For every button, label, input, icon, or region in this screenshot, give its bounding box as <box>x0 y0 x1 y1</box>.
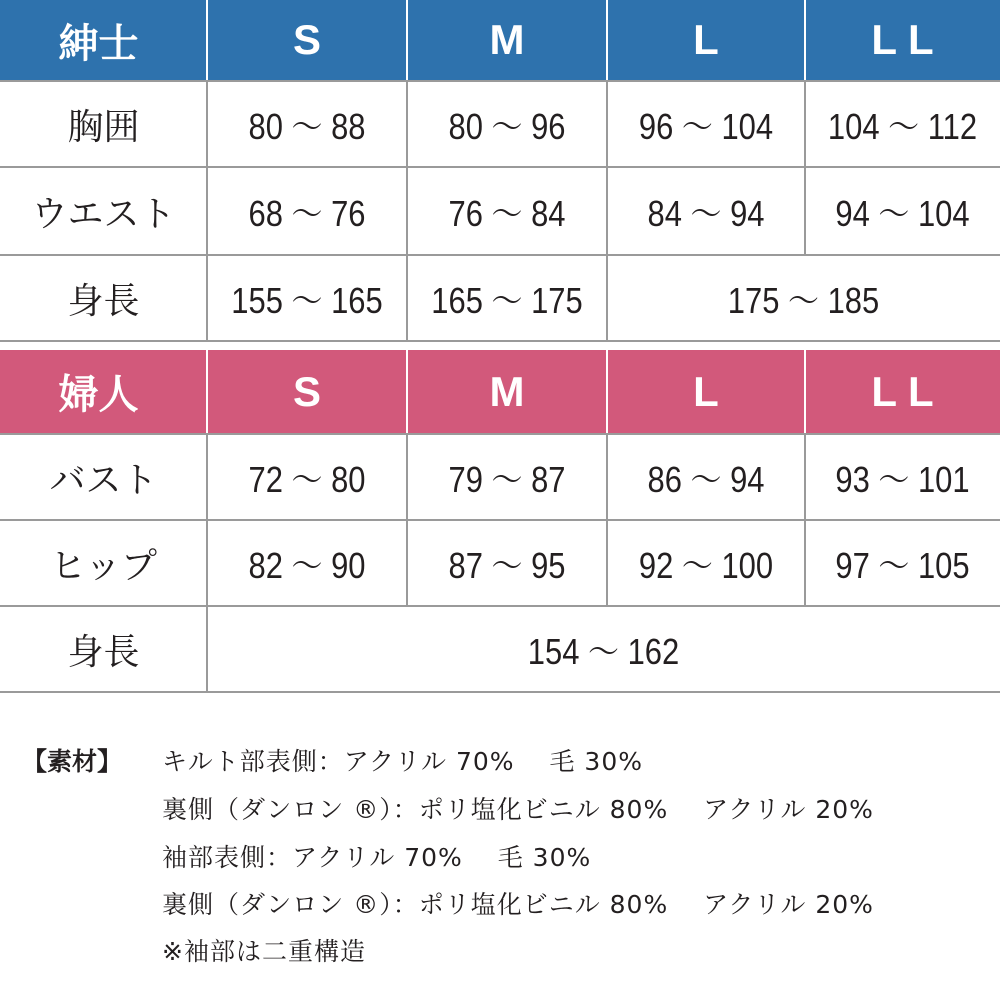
grid-line <box>406 80 408 342</box>
men-row-label: 胸囲 <box>67 106 140 148</box>
men-header-size-m: M <box>489 16 525 63</box>
women-cell-value: 72 ～ 80 <box>248 458 366 500</box>
grid-line <box>0 80 1000 82</box>
men-cell-value: 94 ～ 104 <box>835 192 970 234</box>
women-cell-merged-value: 154 ～ 162 <box>527 630 680 672</box>
men-cell-value: 96 ～ 104 <box>638 105 774 147</box>
women-row-label: バスト <box>49 459 158 501</box>
grid-line <box>406 433 408 607</box>
men-cell-value: 80 ～ 96 <box>448 105 566 147</box>
men-cell-value: 80 ～ 88 <box>248 105 366 147</box>
men-header-size-ll: L L <box>871 16 934 63</box>
men-header-size-s: S <box>292 16 321 63</box>
women-row-hip <box>0 521 1000 605</box>
women-header-separator <box>804 350 806 433</box>
men-cell-value: 155 ～ 165 <box>231 279 383 321</box>
material-line: 裏側（ダンロン ®）：ポリ塩化ビニル 80% アクリル 20% <box>162 795 874 824</box>
men-header-separator <box>406 0 408 80</box>
women-header-title: 婦人 <box>58 372 139 418</box>
grid-line <box>0 166 1000 168</box>
women-header-separator <box>606 350 608 433</box>
women-cell-value: 97 ～ 105 <box>835 544 970 586</box>
men-header-row <box>0 0 1000 80</box>
women-size-table <box>0 350 1000 692</box>
grid-line <box>804 433 806 607</box>
grid-line <box>206 80 208 342</box>
women-header-size-ll: L L <box>871 367 934 415</box>
women-cell-value: 93 ～ 101 <box>835 458 970 500</box>
women-cell-value: 92 ～ 100 <box>638 544 774 586</box>
men-header-separator <box>206 0 208 80</box>
grid-line <box>0 433 1000 435</box>
women-header-separator <box>406 350 408 433</box>
material-label: 【素材】 <box>22 747 123 776</box>
women-row-label: ヒップ <box>50 545 157 587</box>
men-size-table <box>0 0 1000 342</box>
grid-line <box>0 691 1000 693</box>
men-row-height <box>0 256 1000 340</box>
women-cell-value: 86 ～ 94 <box>647 458 765 500</box>
material-line: ※袖部は二重構造 <box>162 937 366 966</box>
women-cell-value: 82 ～ 90 <box>248 544 366 586</box>
men-row-label: ウエスト <box>31 193 176 235</box>
men-cell-value: 165 ～ 175 <box>431 279 583 321</box>
women-row-label: 身長 <box>67 631 140 673</box>
men-header-title: 紳士 <box>58 20 139 67</box>
grid-line <box>206 433 208 693</box>
grid-line <box>606 80 608 342</box>
women-row-bust <box>0 435 1000 519</box>
grid-line <box>0 519 1000 521</box>
grid-line <box>0 340 1000 342</box>
material-line: キルト部表側：アクリル 70% 毛 30% <box>162 747 643 776</box>
men-header-size-l: L <box>693 16 719 63</box>
women-header-size-m: M <box>489 367 525 415</box>
women-cell-value: 79 ～ 87 <box>448 458 566 500</box>
women-cell-value: 87 ～ 95 <box>448 544 566 586</box>
men-cell-value: 104 ～ 112 <box>827 105 978 147</box>
grid-line <box>0 605 1000 607</box>
grid-line <box>606 433 608 607</box>
men-cell-value: 76 ～ 84 <box>448 192 566 234</box>
men-cell-merged-value: 175 ～ 185 <box>727 279 880 321</box>
grid-line <box>804 80 806 256</box>
men-cell-value: 68 ～ 76 <box>248 192 366 234</box>
women-row-height <box>0 607 1000 691</box>
women-header-size-l: L <box>693 367 719 415</box>
men-row-chest <box>0 82 1000 166</box>
women-header-row <box>0 350 1000 433</box>
men-row-label: 身長 <box>67 280 140 322</box>
material-line: 裏側（ダンロン ®）：ポリ塩化ビニル 80% アクリル 20% <box>162 890 874 919</box>
men-cell-value: 84 ～ 94 <box>647 192 765 234</box>
men-row-waist <box>0 168 1000 254</box>
men-header-separator <box>606 0 608 80</box>
material-line: 袖部表側：アクリル 70% 毛 30% <box>162 843 592 872</box>
grid-line <box>0 254 1000 256</box>
women-header-separator <box>206 350 208 433</box>
men-header-separator <box>804 0 806 80</box>
women-header-size-s: S <box>292 367 321 415</box>
